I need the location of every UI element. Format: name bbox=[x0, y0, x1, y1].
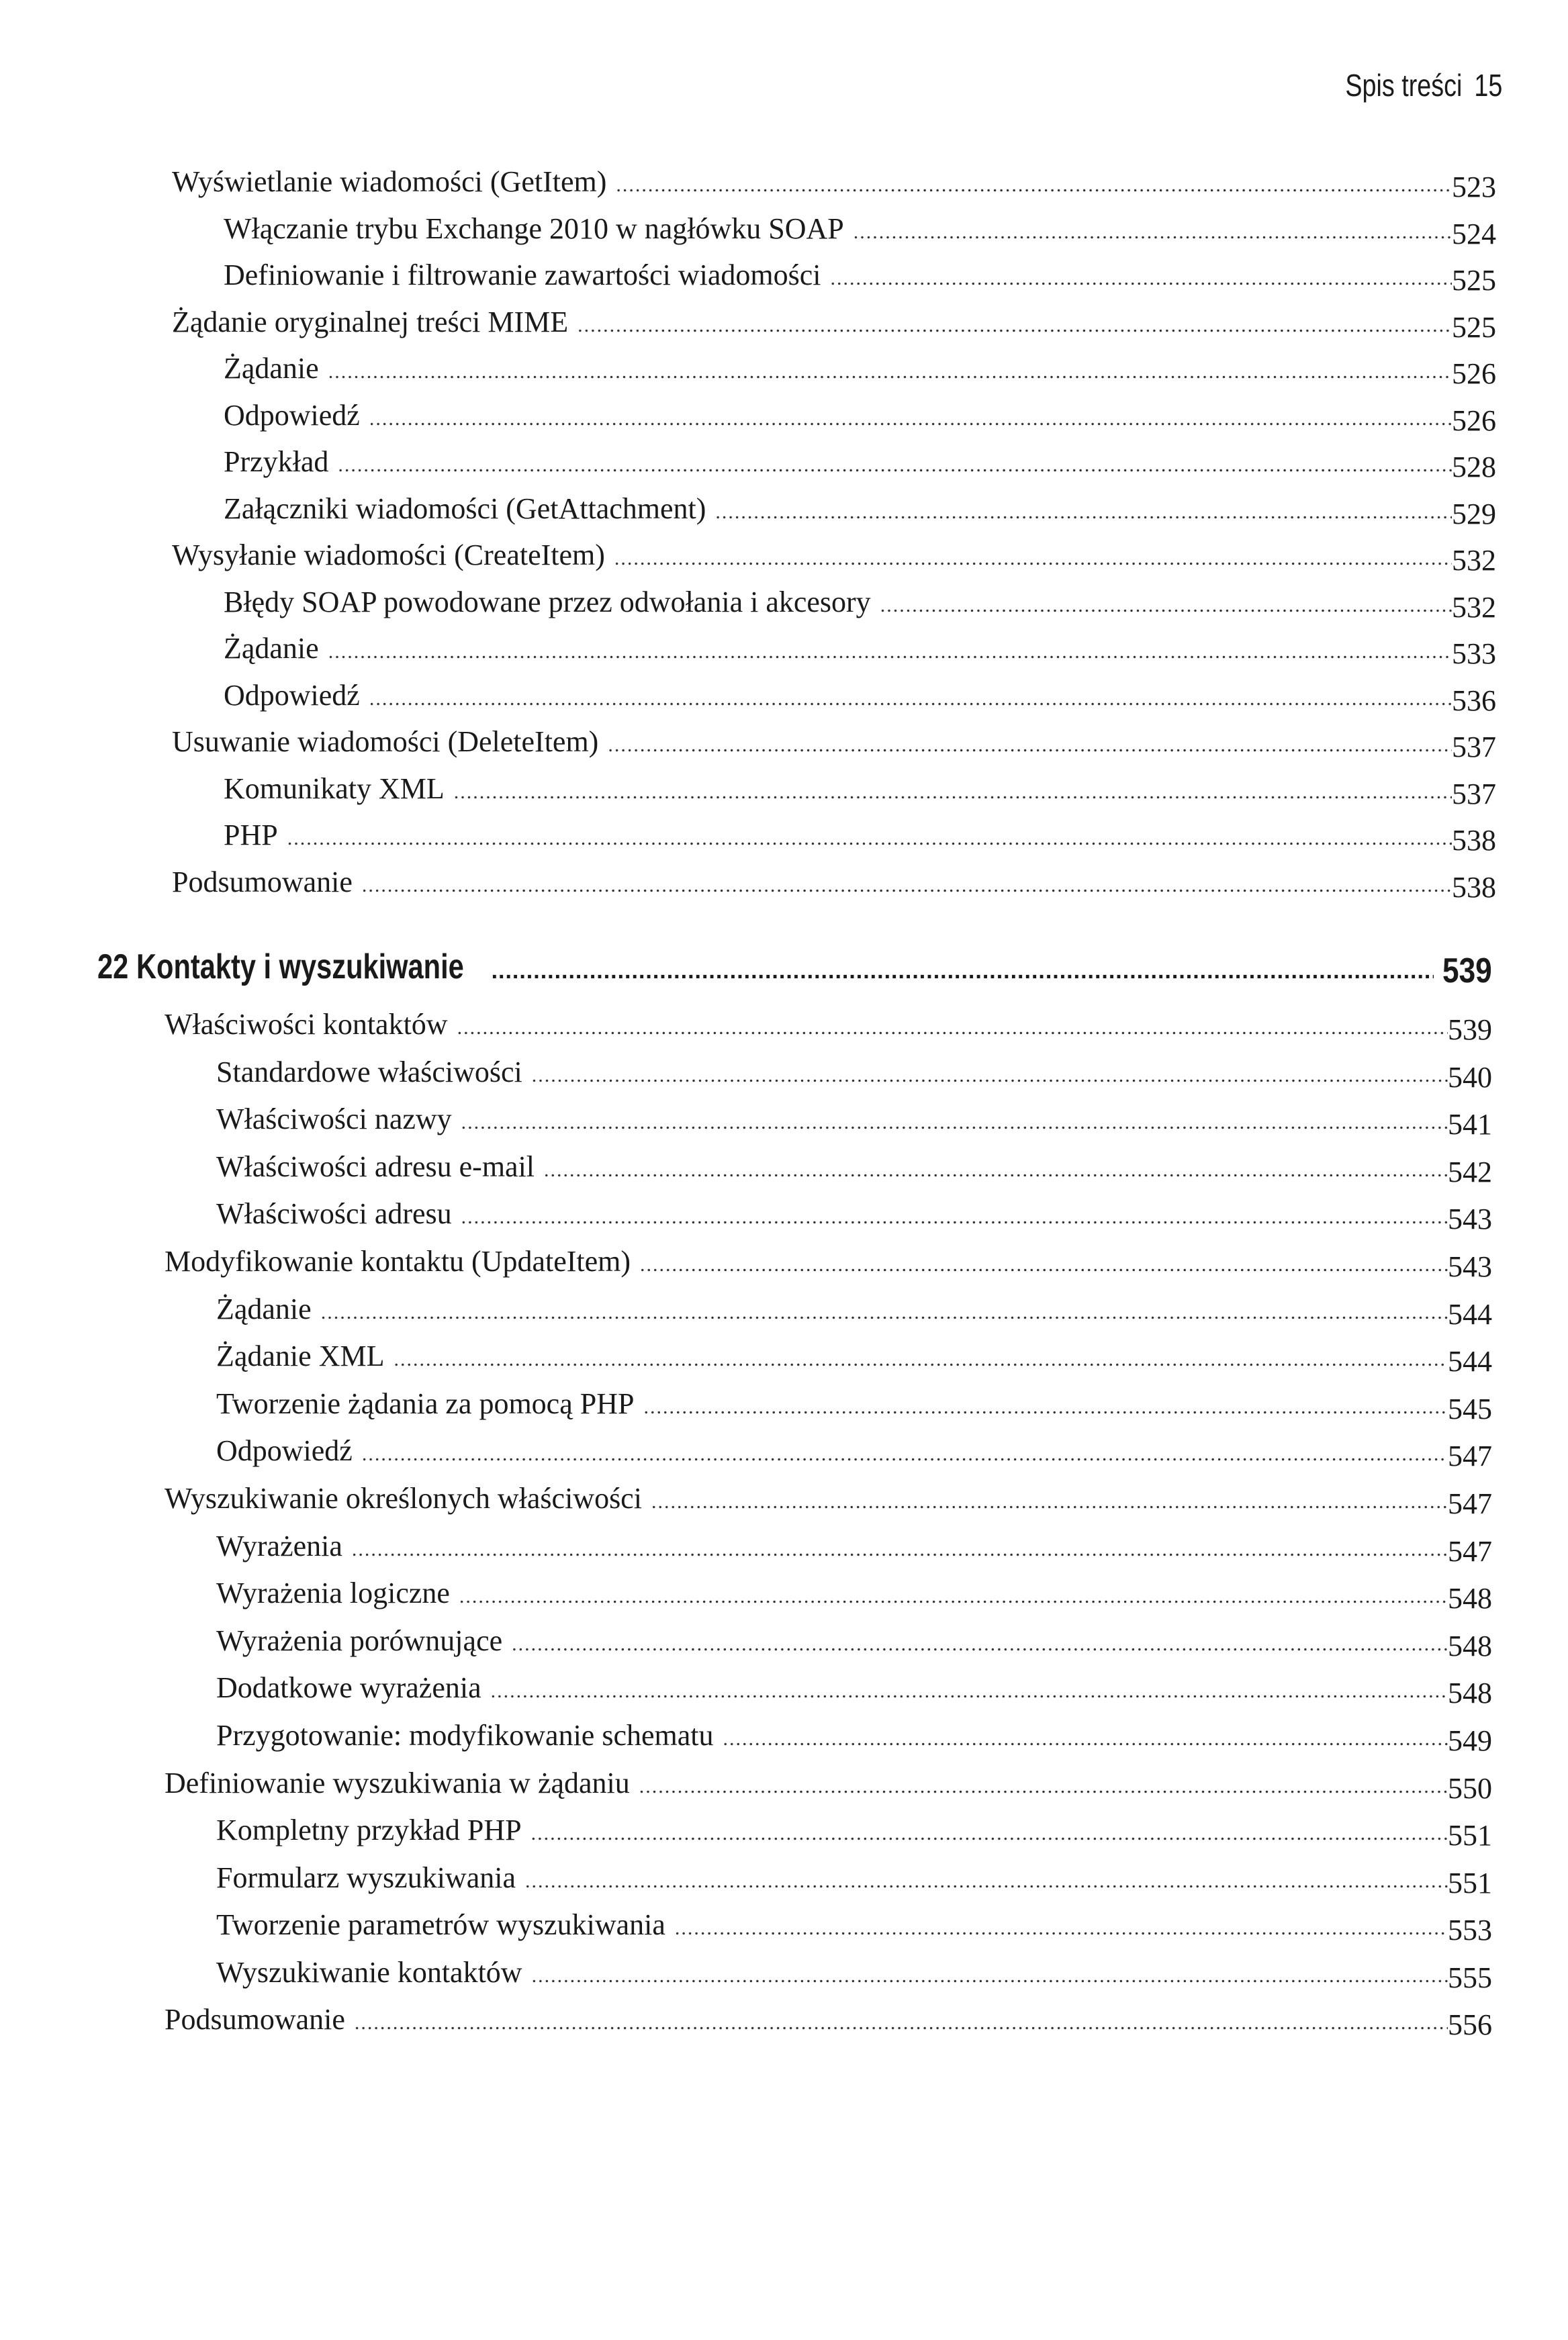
dot-leader bbox=[616, 174, 1452, 197]
dot-leader bbox=[328, 361, 1452, 383]
entry-title: Usuwanie wiadomości (DeleteItem) bbox=[172, 725, 599, 758]
toc-subentry bbox=[0, 818, 1496, 865]
toc-subentry bbox=[0, 1150, 1492, 1197]
toc-subentry bbox=[0, 585, 1496, 632]
entry-page-number: 524 bbox=[1452, 217, 1496, 250]
entry-page-number: 525 bbox=[1452, 264, 1496, 297]
dot-leader bbox=[492, 958, 1434, 984]
entry-title: Podsumowanie bbox=[165, 2003, 345, 2037]
toc-entry bbox=[0, 305, 1496, 352]
toc-subentry bbox=[0, 1197, 1492, 1244]
dot-leader bbox=[328, 641, 1452, 663]
entry-page-number: 544 bbox=[1448, 1345, 1492, 1378]
entry-title: Definiowanie wyszukiwania w żądaniu bbox=[165, 1766, 630, 1799]
dot-leader bbox=[578, 314, 1452, 337]
toc-subentry bbox=[0, 1339, 1492, 1387]
dot-leader bbox=[355, 2012, 1448, 2034]
dot-leader bbox=[352, 1538, 1448, 1561]
toc-section-continued bbox=[0, 165, 1496, 911]
toc-subentry bbox=[0, 678, 1496, 725]
dot-leader bbox=[531, 1822, 1448, 1845]
entry-title: Kompletny przykład PHP bbox=[216, 1814, 522, 1847]
toc-subentry bbox=[0, 1718, 1492, 1766]
toc-subentry bbox=[0, 398, 1496, 445]
entry-title: Modyfikowanie kontaktu (UpdateItem) bbox=[165, 1244, 631, 1278]
toc-subentry bbox=[0, 492, 1496, 539]
toc-entry bbox=[0, 165, 1496, 212]
entry-title: Wyszukiwanie określonych właściwości bbox=[165, 1481, 642, 1515]
entry-page-number: 526 bbox=[1452, 404, 1496, 437]
dot-leader bbox=[461, 1206, 1448, 1229]
entry-title: Wyszukiwanie kontaktów bbox=[216, 1955, 522, 1989]
entry-page-number: 551 bbox=[1448, 1866, 1492, 1900]
entry-page-number: 545 bbox=[1448, 1392, 1492, 1425]
dot-leader bbox=[338, 454, 1452, 477]
entry-page-number: 548 bbox=[1448, 1677, 1492, 1710]
toc-subentry bbox=[0, 212, 1496, 259]
entry-title: Dodatkowe wyrażenia bbox=[216, 1671, 481, 1705]
dot-leader bbox=[454, 781, 1452, 804]
toc-entry bbox=[0, 538, 1496, 585]
toc-entry bbox=[0, 1766, 1492, 1814]
toc-subentry bbox=[0, 1055, 1492, 1103]
dot-leader bbox=[608, 734, 1452, 757]
dot-leader bbox=[321, 1301, 1448, 1324]
entry-page-number: 548 bbox=[1448, 1582, 1492, 1616]
dot-leader bbox=[457, 1017, 1448, 1039]
dot-leader bbox=[461, 1111, 1448, 1134]
entry-page-number: 538 bbox=[1452, 824, 1496, 857]
dot-leader bbox=[532, 1064, 1448, 1087]
entry-page-number: 553 bbox=[1448, 1914, 1492, 1947]
toc-subentry bbox=[0, 351, 1496, 398]
toc-subentry bbox=[0, 444, 1496, 492]
dot-leader bbox=[369, 688, 1452, 710]
toc-subentry bbox=[0, 1624, 1492, 1671]
dot-leader bbox=[880, 594, 1452, 617]
dot-leader bbox=[854, 221, 1452, 244]
toc-subentry bbox=[0, 1434, 1492, 1481]
entry-page-number: 539 bbox=[1448, 1013, 1492, 1046]
entry-title: Przykład bbox=[224, 445, 329, 478]
toc-entry bbox=[0, 2002, 1492, 2050]
dot-leader bbox=[394, 1348, 1448, 1371]
toc-chapter-heading bbox=[97, 947, 1492, 990]
dot-leader bbox=[715, 501, 1452, 524]
dot-leader bbox=[544, 1159, 1448, 1182]
toc-subentry bbox=[0, 1671, 1492, 1718]
entry-page-number: 536 bbox=[1452, 684, 1496, 717]
entry-title: Definiowanie i filtrowanie zawartości wiadomości bbox=[224, 259, 821, 291]
entry-page-number: 542 bbox=[1448, 1155, 1492, 1188]
entry-page-number: 528 bbox=[1452, 451, 1496, 483]
toc-entry bbox=[0, 1481, 1492, 1529]
dot-leader bbox=[369, 408, 1452, 430]
header-page-number: 15 bbox=[1474, 68, 1502, 103]
entry-page-number: 526 bbox=[1452, 357, 1496, 390]
entry-title: Właściwości nazwy bbox=[216, 1103, 452, 1136]
header-title: Spis treści bbox=[1345, 68, 1462, 103]
toc-subentry bbox=[0, 1292, 1492, 1340]
dot-leader bbox=[362, 874, 1452, 897]
entry-page-number: 532 bbox=[1452, 590, 1496, 624]
entry-page-number: 547 bbox=[1448, 1487, 1492, 1520]
entry-title: Tworzenie żądania za pomocą PHP bbox=[216, 1387, 635, 1420]
entry-title: Załączniki wiadomości (GetAttachment) bbox=[224, 492, 706, 525]
dot-leader bbox=[643, 1396, 1448, 1419]
dot-leader bbox=[830, 267, 1452, 290]
dot-leader bbox=[651, 1491, 1448, 1513]
entry-page-number: 549 bbox=[1448, 1724, 1492, 1757]
entry-page-number: 550 bbox=[1448, 1771, 1492, 1805]
chapter-title: Kontakty i wyszukiwanie bbox=[136, 947, 464, 986]
entry-page-number: 556 bbox=[1448, 2008, 1492, 2042]
dot-leader bbox=[614, 547, 1452, 570]
entry-title: Wyrażenia bbox=[216, 1529, 342, 1562]
toc-subentry bbox=[0, 771, 1496, 818]
toc-section-chapter-22 bbox=[0, 1007, 1492, 2050]
toc-subentry bbox=[0, 1387, 1492, 1434]
dot-leader bbox=[491, 1680, 1448, 1703]
entry-page-number: 551 bbox=[1448, 1819, 1492, 1853]
entry-title: Tworzenie parametrów wyszukiwania bbox=[216, 1908, 665, 1942]
dot-leader bbox=[459, 1585, 1448, 1608]
entry-page-number: 547 bbox=[1448, 1534, 1492, 1568]
entry-page-number: 555 bbox=[1448, 1961, 1492, 1994]
toc-entry bbox=[0, 1244, 1492, 1292]
entry-title: Właściwości adresu e-mail bbox=[216, 1150, 535, 1183]
toc-subentry bbox=[0, 1955, 1492, 2003]
entry-title: Odpowiedź bbox=[224, 678, 360, 712]
toc-subentry bbox=[0, 1861, 1492, 1908]
entry-title: Odpowiedź bbox=[216, 1434, 353, 1468]
entry-title: Wyświetlanie wiadomości (GetItem) bbox=[172, 165, 607, 198]
entry-title: Komunikaty XML bbox=[224, 771, 445, 805]
entry-page-number: 533 bbox=[1452, 637, 1496, 670]
entry-title: Żądanie XML bbox=[216, 1340, 385, 1373]
entry-title: Wyrażenia porównujące bbox=[216, 1624, 503, 1657]
entry-page-number: 538 bbox=[1452, 870, 1496, 904]
toc-subentry bbox=[0, 1908, 1492, 1955]
entry-title: Odpowiedź bbox=[224, 398, 360, 432]
toc-subentry bbox=[0, 1529, 1492, 1577]
dot-leader bbox=[512, 1633, 1448, 1656]
entry-title: Właściwości kontaktów bbox=[165, 1008, 448, 1041]
dot-leader bbox=[723, 1728, 1448, 1750]
toc-subentry bbox=[0, 258, 1496, 305]
entry-page-number: 537 bbox=[1452, 731, 1496, 763]
entry-title: PHP bbox=[224, 818, 278, 851]
chapter-number: 22 bbox=[97, 947, 129, 986]
entry-page-number: 548 bbox=[1448, 1629, 1492, 1663]
entry-page-number: 547 bbox=[1448, 1440, 1492, 1473]
entry-page-number: 543 bbox=[1448, 1203, 1492, 1236]
entry-title: Żądanie oryginalnej treści MIME bbox=[172, 305, 569, 338]
entry-title: Formularz wyszukiwania bbox=[216, 1861, 516, 1894]
chapter-page-number: 539 bbox=[1442, 951, 1492, 990]
entry-title: Przygotowanie: modyfikowanie schematu bbox=[216, 1718, 714, 1752]
dot-leader bbox=[675, 1917, 1448, 1940]
toc-entry bbox=[0, 865, 1496, 912]
entry-title: Wysyłanie wiadomości (CreateItem) bbox=[172, 539, 605, 571]
entry-title: Podsumowanie bbox=[172, 865, 353, 898]
toc-subentry bbox=[0, 1813, 1492, 1861]
entry-page-number: 523 bbox=[1452, 171, 1496, 203]
dot-leader bbox=[532, 1965, 1448, 1987]
toc-subentry bbox=[0, 631, 1496, 678]
entry-page-number: 540 bbox=[1448, 1060, 1492, 1094]
entry-page-number: 525 bbox=[1452, 310, 1496, 344]
entry-title: Żądanie bbox=[224, 632, 319, 665]
toc-subentry bbox=[0, 1576, 1492, 1624]
entry-title: Żądanie bbox=[224, 352, 319, 385]
entry-title: Właściwości adresu bbox=[216, 1197, 452, 1231]
dot-leader bbox=[640, 1254, 1448, 1276]
entry-page-number: 537 bbox=[1452, 777, 1496, 810]
running-header bbox=[1345, 67, 1502, 103]
dot-leader bbox=[639, 1775, 1448, 1798]
entry-title: Włączanie trybu Exchange 2010 w nagłówku SOAP bbox=[224, 212, 844, 245]
entry-title: Błędy SOAP powodowane przez odwołania i akcesory bbox=[224, 585, 871, 618]
toc-entry bbox=[0, 724, 1496, 771]
entry-page-number: 544 bbox=[1448, 1297, 1492, 1331]
entry-title: Standardowe właściwości bbox=[216, 1055, 522, 1088]
entry-page-number: 529 bbox=[1452, 497, 1496, 530]
toc-entry bbox=[0, 1007, 1492, 1055]
toc-subentry bbox=[0, 1102, 1492, 1150]
entry-page-number: 543 bbox=[1448, 1250, 1492, 1283]
dot-leader bbox=[525, 1870, 1448, 1893]
dot-leader bbox=[362, 1443, 1448, 1466]
entry-page-number: 532 bbox=[1452, 544, 1496, 577]
entry-page-number: 541 bbox=[1448, 1108, 1492, 1141]
entry-title: Wyrażenia logiczne bbox=[216, 1577, 450, 1610]
dot-leader bbox=[287, 827, 1452, 850]
entry-title: Żądanie bbox=[216, 1292, 312, 1325]
